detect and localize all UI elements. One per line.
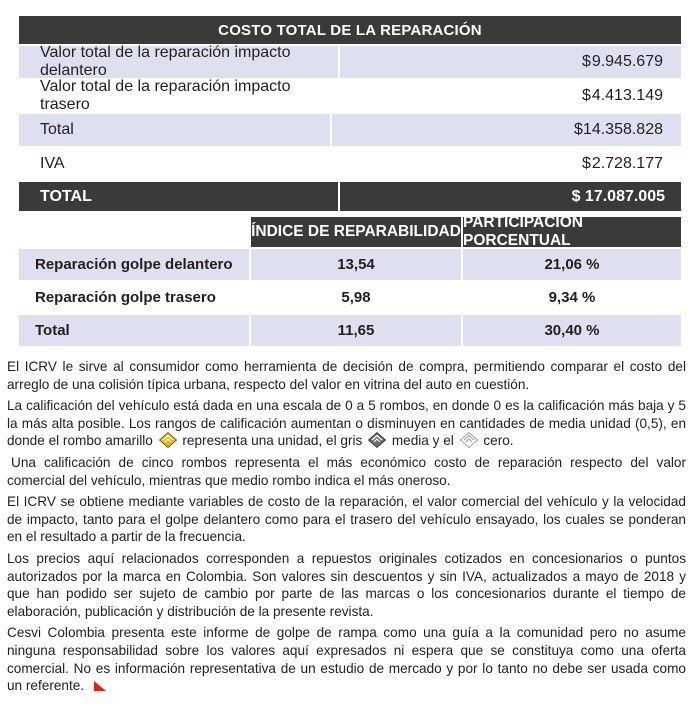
cost-row-front bbox=[19, 46, 681, 78]
cost-table bbox=[19, 16, 681, 211]
header-empty-cell bbox=[19, 217, 249, 247]
index-row-front bbox=[19, 249, 681, 280]
amount: 4.413.149 bbox=[591, 87, 663, 104]
cost-row-value bbox=[340, 80, 681, 112]
yellow-rhombus-icon bbox=[159, 432, 177, 448]
row-percent: 21,06 % bbox=[463, 249, 681, 280]
row-percent: 9,34 % bbox=[463, 282, 681, 313]
header-percent: PARTICIPACIÓN PORCENTUAL bbox=[463, 217, 681, 247]
index-table-header bbox=[19, 214, 681, 249]
row-label: Reparación golpe trasero bbox=[19, 282, 249, 313]
row-index: 11,65 bbox=[251, 315, 461, 346]
paragraph-icrv-variables: El ICRV se obtiene mediante variables de costo de la reparación, el valor comercial del vehículo y la velocidad de impacto, tanto para el golpe delantero como para el trasero del vehículo ensayado, los cuales se ponderan en el resultado a partir de la frecuencia. bbox=[7, 494, 686, 545]
currency-symbol: $ bbox=[582, 155, 591, 172]
cost-row-label: IVA bbox=[19, 148, 338, 180]
total-value: $ 17.087.005 bbox=[340, 182, 681, 211]
index-table bbox=[19, 214, 681, 346]
index-row-total bbox=[19, 315, 681, 346]
cost-row-label: Valor total de la reparación impacto delantero bbox=[19, 46, 338, 78]
currency-symbol: $ bbox=[582, 87, 591, 104]
cost-table-title: COSTO TOTAL DE LA REPARACIÓN bbox=[19, 16, 681, 44]
row-label: Reparación golpe delantero bbox=[19, 249, 249, 280]
paragraph-icrv-intro: El ICRV le sirve al consumidor como herramienta de decisión de compra, permitiendo comparar el costo del arreglo de una colisión típica urbana, respecto del valor en vitrina del auto en cuestión. bbox=[7, 359, 686, 392]
row-percent: 30,40 % bbox=[463, 315, 681, 346]
row-index: 5,98 bbox=[251, 282, 461, 313]
amount: 14.358.828 bbox=[582, 121, 663, 138]
cost-row-rear bbox=[19, 80, 681, 112]
paragraph-five-rhombus: Una calificación de cinco rombos representa el más económico costo de reparación respecto del valor comercial del vehículo, mientras que medio rombo indica el más oneroso. bbox=[7, 454, 686, 488]
gray-rhombus-icon bbox=[368, 432, 386, 448]
row-label: Total bbox=[19, 315, 249, 346]
cost-row-subtotal bbox=[19, 114, 681, 146]
paragraph-disclaimer: Cesvi Colombia presenta este informe de golpe de rampa como una guía a la comunidad pero no asume ninguna responsabilidad sobre los valores aquí expresados ni espera que se constituya como una oferta comercial. No es información representativa de un estudio de mercado y por lo tanto no debe ser usada como un referente. bbox=[7, 625, 686, 694]
cost-row-label: Total bbox=[19, 114, 330, 146]
header-index: ÍNDICE DE REPARABILIDAD bbox=[251, 217, 461, 247]
amount: 9.945.679 bbox=[591, 53, 663, 70]
empty-rhombus-icon bbox=[460, 432, 478, 448]
amount: 2.728.177 bbox=[591, 155, 663, 172]
cost-row-value bbox=[340, 46, 681, 78]
row-index: 13,54 bbox=[251, 249, 461, 280]
cost-row-label: Valor total de la reparación impacto trasero bbox=[19, 80, 338, 112]
index-row-rear bbox=[19, 282, 681, 313]
currency-symbol: $ bbox=[574, 121, 583, 138]
currency-symbol: $ bbox=[582, 53, 591, 70]
cost-row-iva bbox=[19, 148, 681, 180]
cost-row-value bbox=[332, 114, 681, 146]
paragraph-rating-scale: La calificación del vehículo está dada en una escala de 0 a 5 rombos, en donde 0 es la calificación más baja y 5 la más alta posible. Los rangos de calificación aumentan o disminuyen en cantidades de media unidad (0,5), en donde el rombo amarillo representa una unidad, el gris media y el cero. bbox=[7, 398, 686, 449]
cost-row-total bbox=[19, 182, 681, 211]
end-triangle-icon bbox=[94, 681, 106, 691]
total-label: TOTAL bbox=[19, 182, 338, 211]
cost-row-value bbox=[340, 148, 681, 180]
paragraph-prices: Los precios aquí relacionados corresponden a repuestos originales cotizados en concesionarios o puntos autorizados por la marca en Colombia. Son valores sin descuentos y sin IVA, actualizados a mayo de 2018 y que han podido ser sujeto de cambio por parte de las marcas o los concesionarios durante el tiempo de elaboración, publicación y distribución de la presente revista. bbox=[7, 550, 686, 619]
body-text bbox=[7, 358, 686, 699]
